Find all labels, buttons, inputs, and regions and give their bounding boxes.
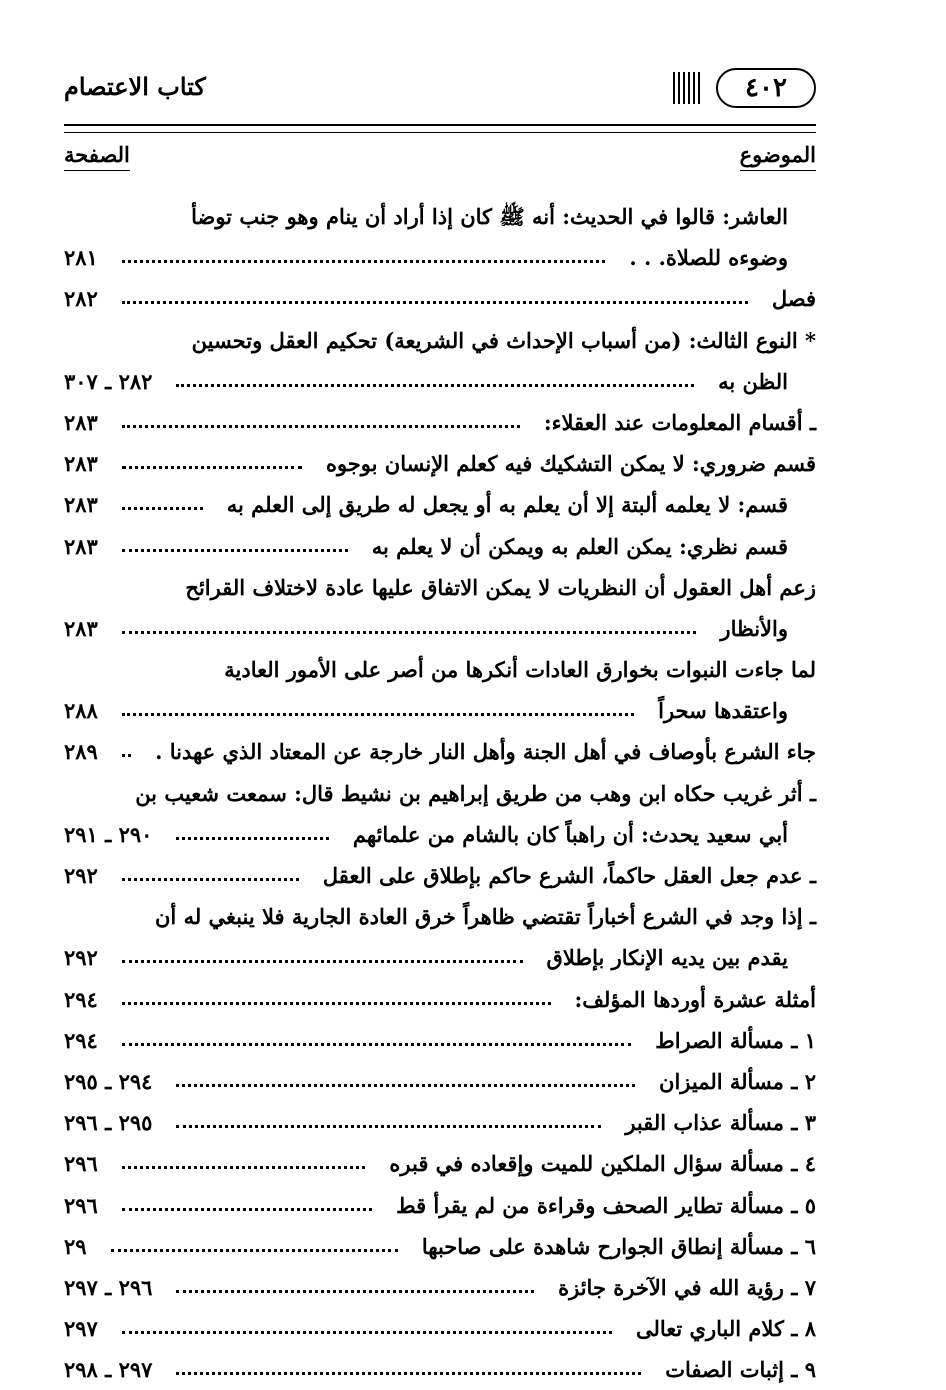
- toc-entry: [64, 567, 816, 608]
- toc-entry: [64, 731, 816, 772]
- toc-entry-text: ٩ ـ إثبات الصفات: [665, 1357, 816, 1383]
- toc-entry: [64, 196, 816, 237]
- toc-entry: [64, 1061, 816, 1102]
- toc-entry-page: ٢٨٩: [64, 739, 98, 765]
- toc-entry-text: * النوع الثالث: (من أسباب الإحداث في الشريعة) تحكيم العقل وتحسين: [191, 327, 816, 353]
- toc-entry-text: العاشر: قالوا في الحديث: أنه ﷺ كان إذا أراد أن ينام وهو جنب توضأ: [191, 204, 788, 229]
- leader-dots: [122, 260, 605, 263]
- toc-entry: [64, 896, 816, 937]
- leader-dots: [176, 837, 328, 840]
- toc-entry-page: ٢٩٦: [64, 1192, 98, 1218]
- toc-entry-text: ١ ـ مسألة الصراط: [655, 1027, 816, 1053]
- leader-dots: [122, 1043, 631, 1046]
- toc-entry-page: ٢٩٤: [64, 986, 98, 1012]
- toc-entry-page: ٢٩٦ ـ ٢٩٧: [64, 1274, 153, 1300]
- toc-entry-text: ٤ ـ مسألة سؤال الملكين للميت وإقعاده في قبره: [389, 1151, 816, 1177]
- leader-dots: [122, 1208, 372, 1211]
- toc-entry: [64, 814, 816, 855]
- toc-entry-text: وضوءه للصلاة. . .: [629, 245, 788, 271]
- leader-dots: [122, 878, 299, 881]
- book-title: كتاب الاعتصام: [64, 72, 206, 101]
- toc-entry: [64, 773, 816, 814]
- toc-entry: [64, 443, 816, 484]
- toc-entry-text: أمثلة عشرة أوردها المؤلف:: [574, 986, 816, 1012]
- toc-entry: [64, 1143, 816, 1184]
- toc-entry-page: ٢٩: [64, 1233, 87, 1259]
- toc-entry-text: ـ أثر غريب حكاه ابن وهب من طريق إبراهيم بن نشيط قال: سمعت شعيب بن: [135, 780, 816, 806]
- leader-dots: [122, 713, 634, 716]
- toc-entry-text: ٨ ـ كلام الباري تعالى: [635, 1316, 816, 1342]
- toc-entry: [64, 402, 816, 443]
- leader-dots: [176, 1084, 635, 1087]
- table-of-contents: [64, 196, 816, 1390]
- toc-entry: [64, 361, 816, 402]
- toc-entry-text: زعم أهل العقول أن النظريات لا يمكن الاتفاق عليها عادة لاختلاف القرائح: [185, 574, 816, 600]
- toc-entry-page: ٢٨٣: [64, 409, 98, 435]
- toc-entry-page: ٢٨٣: [64, 533, 98, 559]
- toc-entry-text: قسم ضروري: لا يمكن التشكيك فيه كعلم الإنسان بوجوه: [325, 451, 816, 477]
- toc-entry-text: ٦ ـ مسألة إنطاق الجوارح شاهدة على صاحبها: [421, 1233, 816, 1259]
- toc-entry-text: ٥ ـ مسألة تطاير الصحف وقراءة من لم يقرأ قط: [396, 1192, 816, 1218]
- toc-entry-text: قسم نظري: يمكن العلم به ويمكن أن لا يعلم به: [371, 533, 788, 559]
- toc-entry: [64, 937, 816, 978]
- page-column-label: الصفحة: [64, 142, 130, 171]
- toc-entry-page: ٢٨٢: [64, 286, 98, 312]
- leader-dots: [122, 549, 348, 552]
- leader-dots: [122, 960, 523, 963]
- toc-entry: [64, 320, 816, 361]
- toc-entry-text: ٣ ـ مسألة عذاب القبر: [625, 1110, 816, 1136]
- toc-entry: [64, 1102, 816, 1143]
- toc-entry: [64, 278, 816, 319]
- toc-entry-page: ٢٩٧ ـ ٢٩٨: [64, 1357, 153, 1383]
- toc-entry-page: ٢٩٤ ـ ٢٩٥: [64, 1068, 153, 1094]
- toc-entry-text: ـ إذا وجد في الشرع أخباراً تقتضي ظاهراً خرق العادة الجارية فلا ينبغي له أن: [155, 904, 816, 930]
- toc-entry: [64, 1349, 816, 1390]
- leader-dots: [122, 507, 203, 510]
- toc-entry: [64, 855, 816, 896]
- toc-entry: [64, 1267, 816, 1308]
- topic-column-label: الموضوع: [740, 142, 816, 171]
- toc-entry: [64, 484, 816, 525]
- toc-entry-text: لما جاءت النبوات بخوارق العادات أنكرها من أصر على الأمور العادية: [224, 657, 816, 683]
- column-headings: [64, 142, 816, 182]
- leader-dots: [122, 425, 520, 428]
- leader-dots: [122, 466, 302, 469]
- toc-entry-text: ٧ ـ رؤية الله في الآخرة جائزة: [558, 1274, 816, 1300]
- toc-entry-text: فصل: [771, 286, 816, 312]
- toc-entry: [64, 1226, 816, 1267]
- toc-entry: [64, 1308, 816, 1349]
- page-number: ٤٠٢: [716, 68, 816, 108]
- leader-dots: [176, 1290, 534, 1293]
- toc-entry: [64, 1185, 816, 1226]
- leader-dots: [176, 384, 694, 387]
- toc-entry-text: ـ أقسام المعلومات عند العقلاء:: [543, 409, 816, 435]
- toc-entry-page: ٢٩٥ ـ ٢٩٦: [64, 1110, 153, 1136]
- toc-entry-page: ٢٩٢: [64, 945, 98, 971]
- leader-dots: [122, 1166, 366, 1169]
- toc-entry-text: والأنظار: [720, 615, 788, 641]
- header-rule-thin: [64, 132, 816, 133]
- toc-entry: [64, 649, 816, 690]
- leader-dots: [122, 1331, 612, 1334]
- leader-dots: [176, 1372, 641, 1375]
- leader-dots: [122, 301, 748, 304]
- header-ornament: [670, 72, 716, 104]
- leader-dots: [111, 1249, 398, 1252]
- toc-entry-text: جاء الشرع بأوصاف في أهل الجنة وأهل النار خارجة عن المعتاد الذي عهدنا .: [155, 739, 816, 765]
- leader-dots: [176, 1125, 601, 1128]
- toc-entry-text: يقدم بين يديه الإنكار بإطلاق: [546, 945, 788, 971]
- toc-entry-page: ٢٩٢: [64, 863, 98, 888]
- toc-entry-page: ٢٩٧: [64, 1316, 98, 1342]
- toc-entry: [64, 979, 816, 1020]
- toc-entry-page: ٢٨٣: [64, 492, 98, 518]
- toc-entry-page: ٢٩٠ ـ ٢٩١: [64, 821, 153, 847]
- toc-entry-page: ٢٩٦: [64, 1151, 98, 1177]
- toc-entry-page: ٢٨٣: [64, 615, 98, 641]
- toc-entry-page: ٢٨٨: [64, 698, 98, 724]
- toc-entry-text: ـ عدم جعل العقل حاكماً، الشرع حاكم بإطلاق على العقل: [322, 863, 816, 888]
- leader-dots: [122, 754, 131, 757]
- toc-entry-page: ٢٨٢ ـ ٣٠٧: [64, 368, 153, 394]
- toc-entry: [64, 690, 816, 731]
- toc-entry: [64, 608, 816, 649]
- toc-entry: [64, 526, 816, 567]
- toc-entry-page: ٢٨١: [64, 245, 98, 271]
- toc-entry: [64, 237, 816, 278]
- toc-entry: [64, 1020, 816, 1061]
- toc-entry-page: ٢٨٣: [64, 451, 98, 477]
- toc-entry-text: واعتقدها سحراً: [658, 698, 788, 724]
- toc-entry-text: الظن به: [718, 368, 788, 394]
- header-rule: [64, 124, 816, 126]
- leader-dots: [122, 631, 697, 634]
- page-header: [64, 68, 816, 120]
- leader-dots: [122, 1002, 551, 1005]
- toc-entry-page: ٢٩٤: [64, 1027, 98, 1053]
- toc-entry-text: أبي سعيد يحدث: أن راهباً كان بالشام من علمائهم: [352, 821, 788, 847]
- toc-entry-text: ٢ ـ مسألة الميزان: [659, 1068, 816, 1094]
- toc-entry-text: قسم: لا يعلمه ألبتة إلا أن يعلم به أو يجعل له طريق إلى العلم به: [226, 492, 788, 518]
